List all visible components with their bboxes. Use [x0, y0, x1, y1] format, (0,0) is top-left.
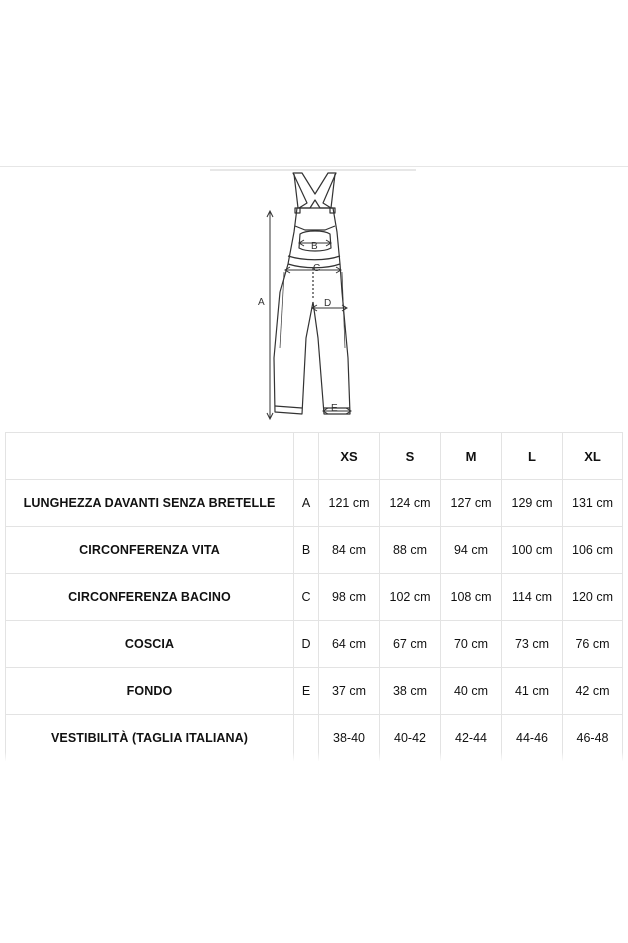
- row-letter: A: [294, 480, 319, 527]
- label-e: E: [331, 403, 338, 414]
- value-l: 100 cm: [502, 527, 563, 574]
- value-l: 73 cm: [502, 621, 563, 668]
- row-label: COSCIA: [6, 621, 294, 668]
- table-row: [6, 621, 623, 668]
- label-b: B: [311, 241, 318, 252]
- table-row: [6, 527, 623, 574]
- header-letter-cell: [294, 433, 319, 480]
- value-l: 41 cm: [502, 668, 563, 715]
- row-label: CIRCONFERENZA BACINO: [6, 574, 294, 621]
- value-m: 127 cm: [441, 480, 502, 527]
- row-label: LUNGHEZZA DAVANTI SENZA BRETELLE: [6, 480, 294, 527]
- row-label: VESTIBILITÀ (TAGLIA ITALIANA): [6, 715, 294, 762]
- value-l: 129 cm: [502, 480, 563, 527]
- header-size-l: L: [502, 433, 563, 480]
- value-xl: 42 cm: [563, 668, 623, 715]
- overalls-measurement-diagram: [200, 168, 430, 428]
- label-c: C: [313, 263, 321, 274]
- row-label: FONDO: [6, 668, 294, 715]
- row-letter: C: [294, 574, 319, 621]
- header-size-xl: XL: [563, 433, 623, 480]
- value-l: 44-46: [502, 715, 563, 762]
- value-s: 40-42: [380, 715, 441, 762]
- table-row: [6, 668, 623, 715]
- value-xs: 121 cm: [319, 480, 380, 527]
- label-d: D: [324, 298, 332, 309]
- size-chart-table: [5, 432, 623, 761]
- table-header-row: [6, 433, 623, 480]
- table-row: [6, 574, 623, 621]
- value-m: 40 cm: [441, 668, 502, 715]
- value-m: 94 cm: [441, 527, 502, 574]
- header-label-cell: [6, 433, 294, 480]
- value-xl: 106 cm: [563, 527, 623, 574]
- value-xl: 131 cm: [563, 480, 623, 527]
- row-letter: D: [294, 621, 319, 668]
- value-xs: 64 cm: [319, 621, 380, 668]
- value-xl: 76 cm: [563, 621, 623, 668]
- header-size-s: S: [380, 433, 441, 480]
- table-bottom-fade: [0, 752, 628, 762]
- value-s: 38 cm: [380, 668, 441, 715]
- header-size-m: M: [441, 433, 502, 480]
- label-a: A: [258, 297, 265, 308]
- value-m: 108 cm: [441, 574, 502, 621]
- value-xs: 38-40: [319, 715, 380, 762]
- value-xl: 120 cm: [563, 574, 623, 621]
- value-xs: 37 cm: [319, 668, 380, 715]
- value-m: 70 cm: [441, 621, 502, 668]
- value-m: 42-44: [441, 715, 502, 762]
- value-xl: 46-48: [563, 715, 623, 762]
- value-xs: 84 cm: [319, 527, 380, 574]
- value-l: 114 cm: [502, 574, 563, 621]
- value-s: 67 cm: [380, 621, 441, 668]
- table-row: [6, 480, 623, 527]
- row-letter: B: [294, 527, 319, 574]
- value-s: 88 cm: [380, 527, 441, 574]
- overalls-outline: [274, 173, 350, 414]
- top-divider: [0, 166, 628, 167]
- row-label: CIRCONFERENZA VITA: [6, 527, 294, 574]
- value-s: 102 cm: [380, 574, 441, 621]
- value-xs: 98 cm: [319, 574, 380, 621]
- row-letter: E: [294, 668, 319, 715]
- value-s: 124 cm: [380, 480, 441, 527]
- header-size-xs: XS: [319, 433, 380, 480]
